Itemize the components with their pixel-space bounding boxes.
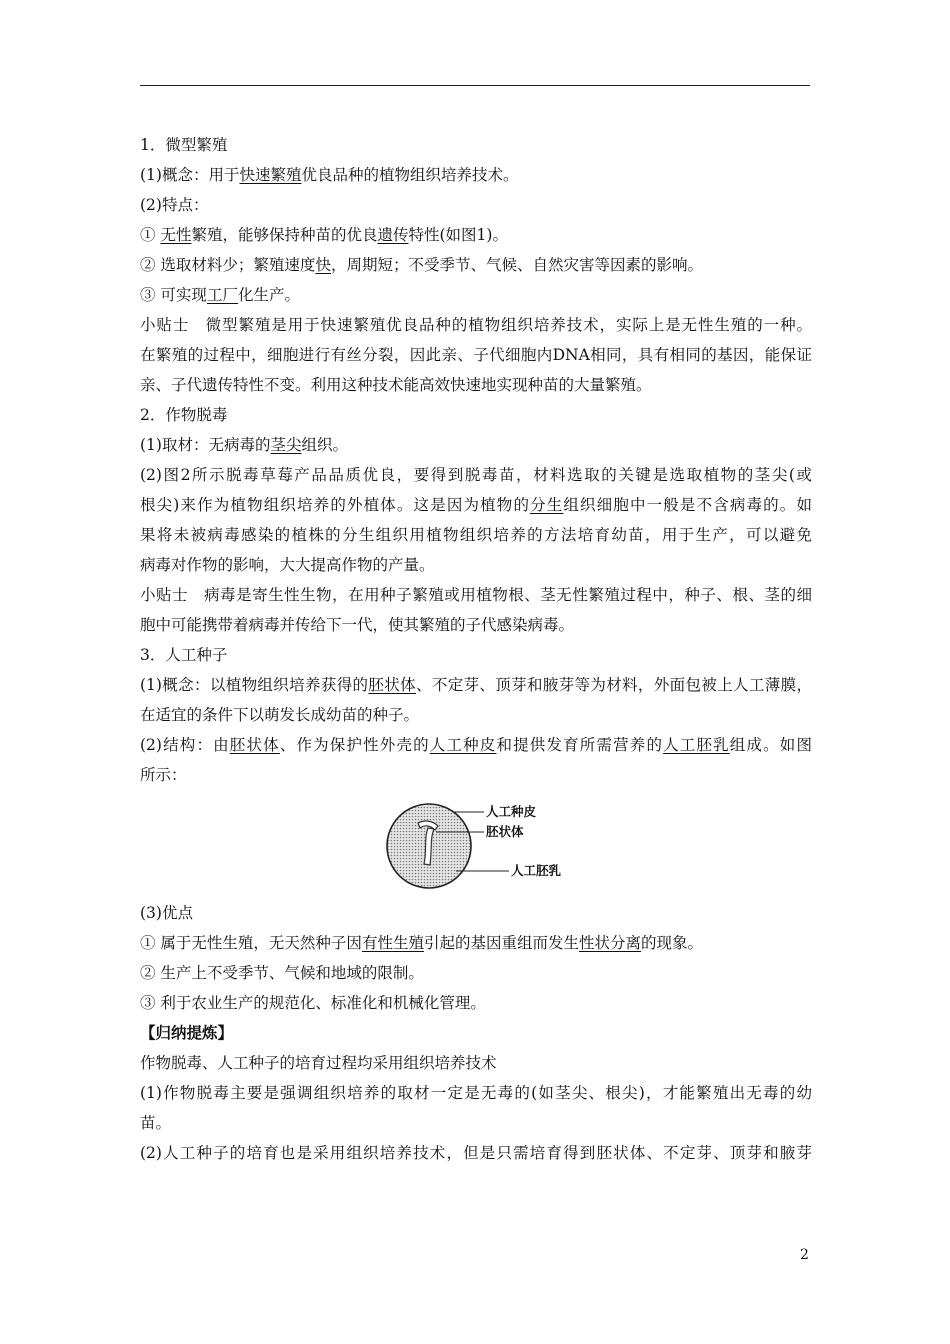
document-body xyxy=(140,130,812,1168)
s3-concept-line: (1)概念：以植物组织培养获得的胚状体、不定芽、顶芽和腋芽等为材料，外面包被上人工薄膜， xyxy=(140,676,812,694)
blank-answer: 人工胚乳 xyxy=(663,736,730,754)
s2-tip-line: 胞中可能携带着病毒并传给下一代，使其繁殖的子代感染病毒。 xyxy=(140,616,575,634)
section-1-heading: 1．微型繁殖 xyxy=(140,136,228,154)
s1-tip-line: 在繁殖的过程中，细胞进行有丝分裂，因此亲、子代细胞内DNA相同，具有相同的基因，能保证 xyxy=(140,346,812,364)
s1-feature-1: ① 无性繁殖，能够保持种苗的优良遗传特性(如图1)。 xyxy=(140,226,508,244)
summary-point-2-line: (2)人工种子的培育也是采用组织培养技术，但是只需培育得到胚状体、不定芽、顶芽和腋芽 xyxy=(140,1144,812,1162)
label-endosperm: 人工胚乳 xyxy=(511,863,562,878)
blank-answer: 人工种皮 xyxy=(429,736,497,754)
artificial-seed-figure xyxy=(140,800,812,892)
label-embryo: 胚状体 xyxy=(486,824,524,839)
s1-feature-2: ② 选取材料少；繁殖速度快，周期短；不受季节、气候、自然灾害等因素的影响。 xyxy=(140,256,703,274)
section-2-heading: 2．作物脱毒 xyxy=(140,406,228,424)
blank-answer: 胚状体 xyxy=(229,736,280,754)
s2-material: (1)取材：无病毒的茎尖组织。 xyxy=(140,436,348,454)
artificial-seed-diagram xyxy=(384,800,584,892)
s2-paragraph-line: 果将未被病毒感染的植株的分生组织用植物组织培养的方法培育幼苗，用于生产，可以避免 xyxy=(140,526,812,544)
blank-answer: 快速繁殖 xyxy=(239,166,302,184)
section-3-heading: 3．人工种子 xyxy=(140,646,228,664)
summary-heading: 【归纳提炼】 xyxy=(140,1023,234,1042)
s1-concept: (1)概念：用于快速繁殖优良品种的植物组织培养技术。 xyxy=(140,166,519,184)
s1-feature-3: ③ 可实现工厂化生产。 xyxy=(140,286,300,304)
s3-concept-line: 在适宜的条件下以萌发长成幼苗的种子。 xyxy=(140,706,420,724)
s2-paragraph-line: 根尖)来作为植物组织培养的外植体。这是因为植物的分生组织细胞中一般是不含病毒的。如 xyxy=(140,496,812,514)
s3-advantage-1: ① 属于无性生殖，无天然种子因有性生殖引起的基因重组而发生性状分离的现象。 xyxy=(140,934,703,952)
s1-tip-line: 亲、子代遗传特性不变。利用这种技术能高效快速地实现种苗的大量繁殖。 xyxy=(140,376,652,394)
label-seed-coat: 人工种皮 xyxy=(486,804,537,819)
summary-point-1-line: 苗。 xyxy=(140,1114,172,1132)
blank-answer: 工厂 xyxy=(206,286,238,304)
page-number: 2 xyxy=(800,1247,809,1263)
s1-features-heading: (2)特点： xyxy=(140,196,209,214)
blank-answer: 茎尖 xyxy=(270,436,302,454)
s3-structure-line: (2)结构：由胚状体、作为保护性外壳的人工种皮和提供发育所需营养的人工胚乳组成。如图 xyxy=(140,736,812,754)
blank-answer: 分生 xyxy=(530,496,564,514)
s2-paragraph-line: (2)图2所示脱毒草莓产品品质优良，要得到脱毒苗，材料选取的关键是选取植物的茎尖(或 xyxy=(140,466,812,484)
s2-tip-line: 小贴士 病毒是寄生性生物，在用种子繁殖或用植物根、茎无性繁殖过程中，种子、根、茎的细 xyxy=(140,586,812,604)
s3-advantages-heading: (3)优点 xyxy=(140,904,193,922)
blank-answer: 无性 xyxy=(160,226,192,244)
blank-answer: 遗传 xyxy=(377,226,409,244)
blank-answer: 性状分离 xyxy=(578,934,641,952)
s2-paragraph-line: 病毒对作物的影响，大大提高作物的产量。 xyxy=(140,556,435,574)
summary-intro: 作物脱毒、人工种子的培育过程均采用组织培养技术 xyxy=(140,1054,497,1072)
s3-advantage-2: ② 生产上不受季节、气候和地域的限制。 xyxy=(140,964,424,982)
s3-advantage-3: ③ 利于农业生产的规范化、标准化和机械化管理。 xyxy=(140,994,486,1012)
s3-structure-line: 所示： xyxy=(140,766,187,784)
blank-answer: 胚状体 xyxy=(368,676,416,694)
blank-answer: 有性生殖 xyxy=(361,934,424,952)
summary-point-1-line: (1)作物脱毒主要是强调组织培养的取材一定是无毒的(如茎尖、根尖)，才能繁殖出无毒的幼 xyxy=(140,1084,812,1102)
header-rule xyxy=(140,85,810,86)
blank-answer: 快 xyxy=(315,256,331,274)
s1-tip-line: 小贴士 微型繁殖是用于快速繁殖优良品种的植物组织培养技术，实际上是无性生殖的一种。 xyxy=(140,316,812,334)
